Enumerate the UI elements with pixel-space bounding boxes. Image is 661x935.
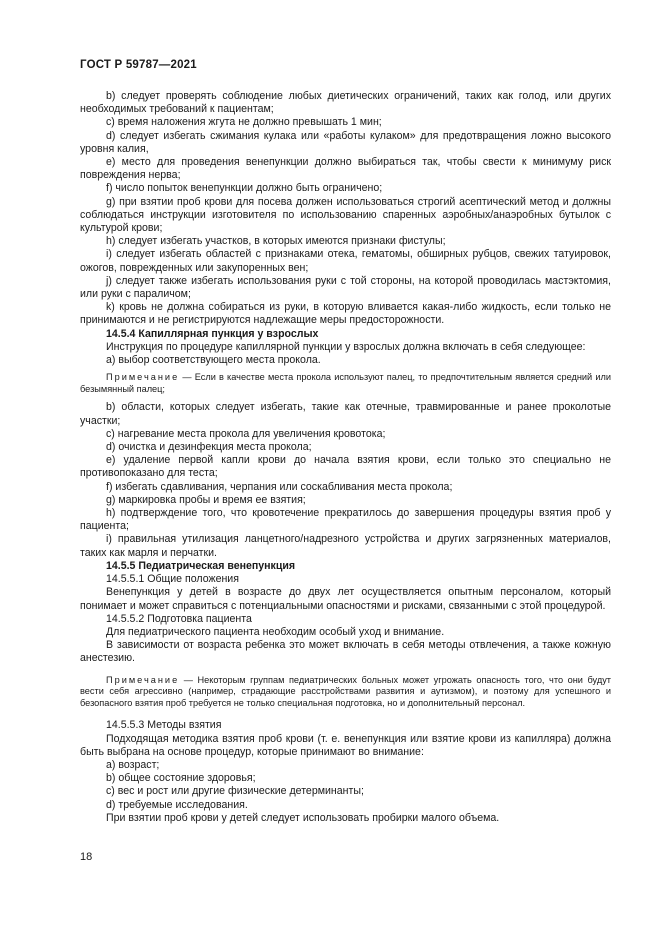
paragraph: Инструкция по процедуре капиллярной пункции у взрослых должна включать в себя следующее: — [106, 340, 586, 353]
note-label: Примечание — [106, 372, 180, 383]
list-item: i) следует избегать областей с признаками отека, гематомы, обширных рубцов, свежих татуировок, ожогов, поврежденных или закупоренных вен; — [80, 248, 611, 274]
list-item: c) время наложения жгута не должно превышать 1 мин; — [106, 116, 382, 129]
list-item: h) следует избегать участков, в которых имеются признаки фистулы; — [106, 235, 446, 248]
list-item: f) число попыток венепункции должно быть ограничено; — [106, 182, 383, 195]
list-item: b) следует проверять соблюдение любых диетических ограничений, таких как голод, или других необходимых требований к пациентам; — [80, 90, 611, 116]
subsection-heading: 14.5.5.2 Подготовка пациента — [106, 612, 252, 625]
list-item: c) нагревание места прокола для увеличения кровотока; — [106, 427, 386, 440]
section-heading: 14.5.5 Педиатрическая венепункция — [106, 559, 296, 572]
note-text: — Если в качестве места прокола используют палец, то предпочтительным является средний или безымянный палец; — [80, 372, 611, 394]
list-item: d) очистка и дезинфекция места прокола; — [106, 441, 312, 454]
subsection-heading: 14.5.5.1 Общие положения — [106, 573, 239, 586]
list-item: b) области, которых следует избегать, такие как отечные, травмированные и ранее проколотые участки; — [80, 401, 611, 427]
paragraph: При взятии проб крови у детей следует использовать пробирки малого объема. — [106, 811, 500, 824]
note — [80, 372, 611, 395]
document-id-header: ГОСТ Р 59787—2021 — [80, 59, 197, 71]
list-item: f) избегать сдавливания, черпания или соскабливания места прокола; — [106, 480, 453, 493]
list-item: a) возраст; — [106, 758, 160, 771]
list-item: e) удаление первой капли крови до начала взятия крови, если только это специально не противопоказано для теста; — [80, 454, 611, 480]
list-item: b) общее состояние здоровья; — [106, 772, 256, 785]
list-item: g) при взятии проб крови для посева должен использоваться строгий асептический метод и должны соблюдаться инструкции изготовителя по использованию спаренных аэробных/анаэробных бутылок с культурой крови; — [80, 195, 611, 235]
list-item: c) вес и рост или другие физические детерминанты; — [106, 785, 364, 798]
paragraph: В зависимости от возраста ребенка это может включать в себя методы отвлечения, а также кожную анестезию. — [80, 639, 611, 665]
paragraph: Подходящая методика взятия проб крови (т. е. венепункция или взятие крови из капилляра) должна быть выбрана на основе процедур, которые принимают во внимание: — [80, 732, 611, 758]
list-item: a) выбор соответствующего места прокола. — [106, 354, 321, 367]
list-item: k) кровь не должна собираться из руки, в которую вливается какая-либо жидкость, если только не принимаются и не регистрируются надлежащие меры предосторожности. — [80, 301, 611, 327]
note — [80, 675, 611, 710]
note-label: Примечание — [106, 674, 180, 685]
paragraph: Венепункция у детей в возрасте до двух лет осуществляется опытным персоналом, который понимает и может справиться с потенциальными опасностями и рисками, связанными с этой процедурой. — [80, 586, 611, 612]
list-item: e) место для проведения венепункции должно выбираться так, чтобы свести к минимуму риск повреждения нерва; — [80, 156, 611, 182]
page-body — [80, 90, 611, 825]
list-item: g) маркировка пробы и время ее взятия; — [106, 493, 306, 506]
list-item: i) правильная утилизация ланцетного/надрезного устройства и других загрязненных материалов, таких как марля и перчатки. — [80, 533, 611, 559]
list-item: h) подтверждение того, что кровотечение прекратилось до завершения процедуры взятия проб у пациента; — [80, 507, 611, 533]
note-text: — Некоторым группам педиатрических больных может угрожать опасность того, что они будут вести себя агрессивно (например, страдающие расстройствами развития и аутизмом), и поэтому для успешного и безопасного взятия проб требуется не только специальная подготовка, но и дополнительный персонал. — [80, 674, 611, 708]
list-item: d) следует избегать сжимания кулака или «работы кулаком» для предотвращения ложно высокого уровня калия, — [80, 129, 611, 155]
list-item: d) требуемые исследования. — [106, 798, 248, 811]
list-item: j) следует также избегать использования руки с той стороны, на которой проводилась мастэктомия, или руки с параличом; — [80, 274, 611, 301]
section-heading: 14.5.4 Капиллярная пункция у взрослых — [106, 327, 319, 340]
paragraph: Для педиатрического пациента необходим особый уход и внимание. — [106, 625, 445, 638]
page-number: 18 — [80, 851, 93, 863]
subsection-heading: 14.5.5.3 Методы взятия — [106, 719, 222, 732]
